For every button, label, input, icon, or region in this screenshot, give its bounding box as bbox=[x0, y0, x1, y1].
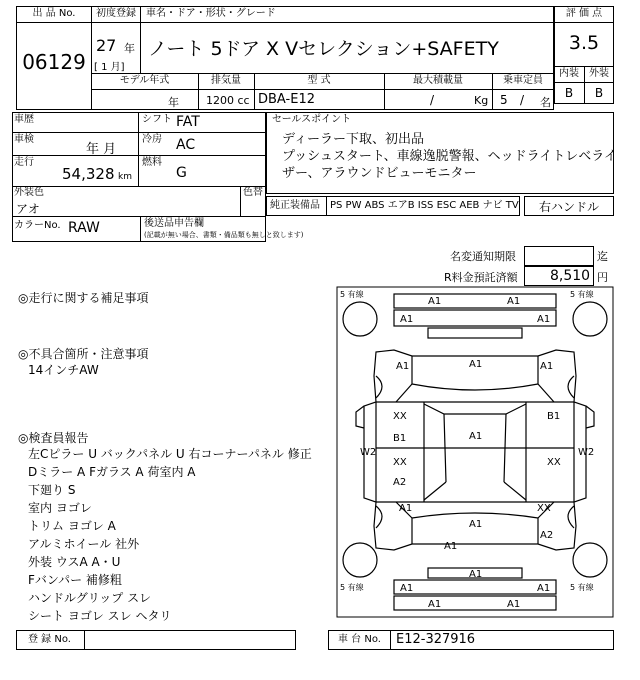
shift: FAT bbox=[176, 114, 200, 130]
inspector-line-7: 外装 ウスA A・U bbox=[28, 555, 121, 569]
dmg-rear-bumper-l: A1 bbox=[400, 583, 414, 594]
name-change-unit: 迄 bbox=[597, 250, 608, 263]
dmg-door-rl: XX bbox=[393, 457, 407, 468]
inspector-line-1: 左Cピラー U バックパネル U 右コーナーパネル 修正 bbox=[28, 447, 312, 461]
inspector-title: ◎検査員報告 bbox=[18, 431, 89, 445]
first-reg-label: 初度登録 bbox=[96, 8, 136, 19]
dmg-quarter-rr: XX bbox=[537, 503, 551, 514]
chassis-label: 車 台 No. bbox=[338, 634, 381, 645]
inspector-line-5: トリム ヨゴレ A bbox=[28, 519, 116, 533]
dmg-front-bumper-r: A1 bbox=[507, 296, 521, 307]
displacement-label: 排気量 bbox=[211, 75, 241, 86]
dmg-quarter-rl: A1 bbox=[399, 503, 413, 514]
capacity-label: 乗車定員 bbox=[503, 75, 543, 86]
first-reg-year: 27 bbox=[96, 36, 117, 55]
color-change-label: 色替 bbox=[243, 187, 263, 198]
dmg-hood: A1 bbox=[469, 359, 483, 370]
year-unit: 年 bbox=[124, 42, 135, 55]
name-change-label: 名変通知期限 bbox=[450, 250, 516, 263]
sales-line-2: プッシュスタート、車線逸脱警報、ヘッドライトレベライ bbox=[282, 149, 617, 164]
dmg-front-bumper-l: A1 bbox=[428, 296, 442, 307]
dmg-rear-lower-l: A1 bbox=[428, 599, 442, 610]
driving-title: ◎走行に関する補足事項 bbox=[18, 291, 149, 305]
inspector-line-8: Fバンパー 補修粗 bbox=[28, 573, 122, 587]
interior-label: 内装 bbox=[559, 68, 579, 79]
inspector-line-6: アルミホイール 社外 bbox=[28, 537, 140, 551]
lot-no: 06129 bbox=[22, 50, 86, 74]
tire-front-left bbox=[343, 302, 377, 336]
fuel: G bbox=[176, 165, 187, 181]
inspector-line-9: ハンドルグリップ スレ bbox=[28, 591, 152, 605]
inspector-line-10: シート ヨゴレ スレ ヘタリ bbox=[28, 609, 172, 623]
shift-label: シフト bbox=[142, 114, 172, 125]
dmg-roof: A1 bbox=[469, 431, 483, 442]
max-load: / bbox=[430, 93, 435, 107]
capacity: 5 bbox=[500, 93, 508, 107]
sales-title: セールスポイント bbox=[272, 114, 352, 125]
dmg-door-fr: B1 bbox=[547, 411, 561, 422]
name-change-box bbox=[524, 246, 594, 266]
defect-title: ◎不具合箇所・注意事項 bbox=[18, 347, 149, 361]
dmg-door-rl2: A2 bbox=[393, 477, 407, 488]
car-name: ノート 5ドア X Vセレクション+SAFETY bbox=[148, 38, 499, 60]
exterior-label: 外装 bbox=[589, 68, 609, 79]
recycle-unit: 円 bbox=[597, 271, 608, 284]
inspector-line-2: Dミラー A Fガラス A 荷室内 A bbox=[28, 465, 196, 479]
dmg-pillar-l: B1 bbox=[393, 433, 407, 444]
shaken-value: 年 月 bbox=[86, 142, 117, 157]
first-reg-month: [ 1 月] bbox=[94, 62, 125, 73]
post-reg-label: 後送品申告欄 bbox=[144, 218, 204, 229]
tire-front-right bbox=[573, 302, 607, 336]
equip-list: PS PW ABS エアB ISS ESC AEB ナビ TV bbox=[330, 200, 519, 211]
tire-label-br: 5 有線 bbox=[570, 583, 594, 592]
lot-no-label: 出 品 No. bbox=[32, 8, 76, 19]
shaken-label: 車検 bbox=[14, 134, 34, 145]
tire-rear-right bbox=[573, 543, 607, 577]
color-no-label: カラーNo. bbox=[14, 220, 61, 231]
tire-rear-left bbox=[343, 543, 377, 577]
tire-label-tr: 5 有線 bbox=[570, 290, 594, 299]
recycle-value: 8,510 bbox=[550, 268, 591, 284]
equip-label: 純正装備品 bbox=[270, 200, 320, 211]
dmg-quarter-rr2: A2 bbox=[540, 530, 554, 541]
max-load-label: 最大積載量 bbox=[413, 75, 463, 86]
handle: 右ハンドル bbox=[538, 200, 599, 214]
mileage-unit: km bbox=[118, 172, 132, 182]
aircon-label: 冷房 bbox=[142, 134, 162, 145]
inspector-line-3: 下廻り S bbox=[28, 483, 76, 497]
tire-label-tl: 5 有線 bbox=[340, 290, 364, 299]
post-reg-note: (記載が無い場合、書類・備品類も無しと致します) bbox=[144, 231, 304, 239]
mileage: 54,328 bbox=[62, 165, 115, 183]
mileage-label: 走行 bbox=[14, 157, 34, 168]
model-year-label: モデル年式 bbox=[119, 75, 170, 86]
capacity-unit: 名 bbox=[540, 96, 551, 109]
ext-color-label: 外装色 bbox=[14, 187, 44, 198]
exterior-grade: B bbox=[594, 86, 604, 100]
chassis-no: E12-327916 bbox=[396, 632, 476, 647]
displacement: 1200 cc bbox=[206, 94, 250, 107]
max-load-unit: Kg bbox=[474, 94, 489, 107]
dmg-front-grille-r: A1 bbox=[537, 314, 551, 325]
dmg-door-fl: XX bbox=[393, 411, 407, 422]
sales-line-1: ディーラー下取、初出品 bbox=[282, 132, 424, 147]
inspector-line-4: 室内 ヨゴレ bbox=[28, 501, 92, 515]
history-label: 車歴 bbox=[14, 114, 34, 125]
dmg-rear-panel: A1 bbox=[469, 569, 483, 580]
dmg-front-grille-l: A1 bbox=[400, 314, 414, 325]
ext-color: アオ bbox=[16, 202, 40, 216]
car-name-label: 車名・ドア・形状・グレード bbox=[146, 8, 276, 19]
tire-label-bl: 5 有線 bbox=[340, 583, 364, 592]
recycle-label: R料金預託済額 bbox=[444, 271, 518, 284]
dmg-rear-bumper-r: A1 bbox=[537, 583, 551, 594]
reg-no-label: 登 録 No. bbox=[28, 634, 71, 645]
dmg-w2-l: W2 bbox=[360, 447, 377, 458]
dmg-w2-r: W2 bbox=[578, 447, 595, 458]
type: DBA-E12 bbox=[258, 92, 315, 107]
color-no: RAW bbox=[68, 220, 100, 236]
model-year-unit: 年 bbox=[168, 96, 179, 109]
interior-grade: B bbox=[564, 86, 574, 100]
dmg-rear-l: A1 bbox=[444, 541, 458, 552]
defect-line-1: 14インチAW bbox=[28, 363, 99, 377]
score: 3.5 bbox=[568, 32, 600, 54]
dmg-door-rr: XX bbox=[547, 457, 561, 468]
sales-line-3: ザー、アラウンドビューモニター bbox=[282, 166, 477, 181]
score-label: 評 価 点 bbox=[565, 8, 603, 19]
fuel-label: 燃料 bbox=[142, 157, 162, 168]
dmg-fender-fl: A1 bbox=[396, 361, 410, 372]
type-label: 型 式 bbox=[307, 75, 331, 86]
aircon: AC bbox=[176, 137, 196, 153]
dmg-rear-lower-r: A1 bbox=[507, 599, 521, 610]
dmg-fender-fr: A1 bbox=[540, 361, 554, 372]
capacity-sep: / bbox=[520, 93, 525, 107]
dmg-trunk: A1 bbox=[469, 519, 483, 530]
